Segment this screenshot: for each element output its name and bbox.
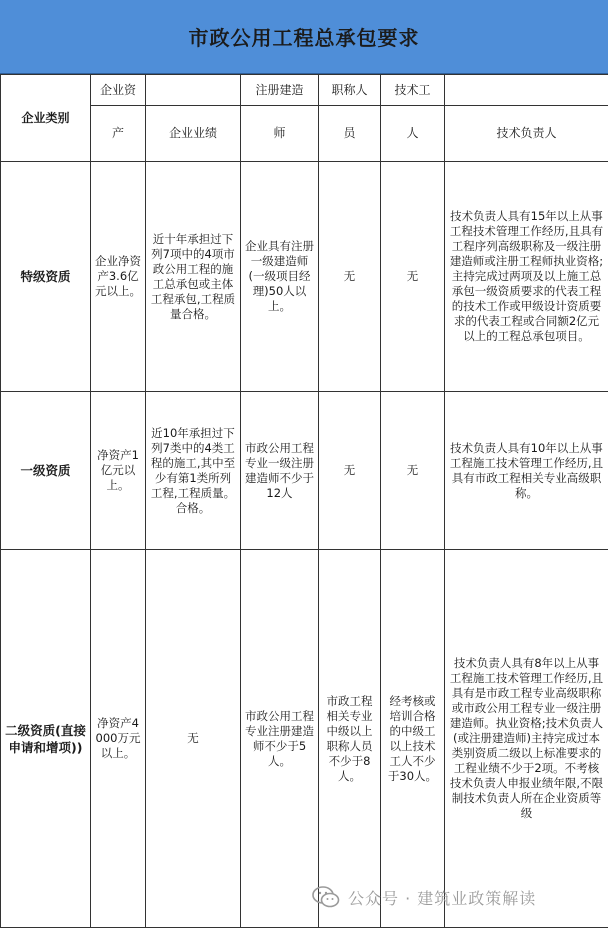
row-lead: 技术负责人具有10年以上从事工程施工技术管理工作经历,且具有市政工程相关专业高级职称。 [445,392,608,550]
row-performance: 近10年承担过下列7类中的4类工程的施工,其中至少有第1类所列工程,工程质量。合格。 [146,392,241,550]
row-assets: 企业净资产3.6亿元以上。 [91,162,146,392]
header-performance: 企业业绩 [146,106,241,162]
wechat-icon [312,886,340,908]
header-worker-top: 技术工 [381,75,445,106]
header-worker-bottom: 人 [381,106,445,162]
row-category: 特级资质 [1,162,91,392]
watermark-text: 公众号 · 建筑业政策解读 [348,888,537,908]
row-category: 二级资质(直接申请和增项)) [1,550,91,928]
row-assets: 净资产4000万元以上。 [91,550,146,928]
row-worker: 无 [381,392,445,550]
table-row [1,162,608,392]
header-blank [146,75,241,106]
table-row [1,550,608,928]
watermark [312,884,536,910]
row-lead: 技术负责人具有15年以上从事工程技术管理工作经历,且具有工程序列高级职称及一级注册建造师或注册工程师执业资格;主持完成过两项及以上施工总承包一级资质要求的代表工程的技术工作或甲级设计资质要求的代表工程或合同额2亿元以上的工程总承包项目。 [445,162,608,392]
header-engineer-top: 注册建造 [241,75,319,106]
page-title: 市政公用工程总承包要求 [0,0,608,74]
row-engineer: 企业具有注册一级建造师(一级项目经理)50人以上。 [241,162,319,392]
row-lead: 技术负责人具有8年以上从事工程施工技术管理工作经历,且具有是市政工程专业高级职称或市政公用工程专业一级注册建造师。执业资格;技术负责人(或注册建造师)主持完成过本类别资质二级以上标准要求的工程业绩不少于2项。不考核技术负责人申报业绩年限,不限制技术负责人所在企业资质等级 [445,550,608,928]
header-engineer-bottom: 师 [241,106,319,162]
requirements-table [0,74,608,928]
header-lead-blank [445,75,608,106]
header-titled-top: 职称人 [319,75,381,106]
header-category: 企业类别 [1,75,91,162]
table-row [1,392,608,550]
row-engineer: 市政公用工程专业注册建造师不少于5人。 [241,550,319,928]
header-titled-bottom: 员 [319,106,381,162]
header-assets-bottom: 产 [91,106,146,162]
row-engineer: 市政公用工程专业一级注册建造师不少于12人 [241,392,319,550]
header-row-1 [1,75,608,106]
row-titled: 无 [319,162,381,392]
row-assets: 净资产1亿元以上。 [91,392,146,550]
row-worker: 经考核或培训合格的中级工以上技术工人不少于30人。 [381,550,445,928]
row-performance: 无 [146,550,241,928]
row-worker: 无 [381,162,445,392]
row-titled: 市政工程相关专业中级以上职称人员不少于8人。 [319,550,381,928]
header-lead: 技术负责人 [445,106,608,162]
header-assets-top: 企业资 [91,75,146,106]
row-titled: 无 [319,392,381,550]
row-category: 一级资质 [1,392,91,550]
header-row-2 [1,106,608,162]
row-performance: 近十年承担过下列7项中的4项市政公用工程的施工总承包或主体工程承包,工程质量合格。 [146,162,241,392]
